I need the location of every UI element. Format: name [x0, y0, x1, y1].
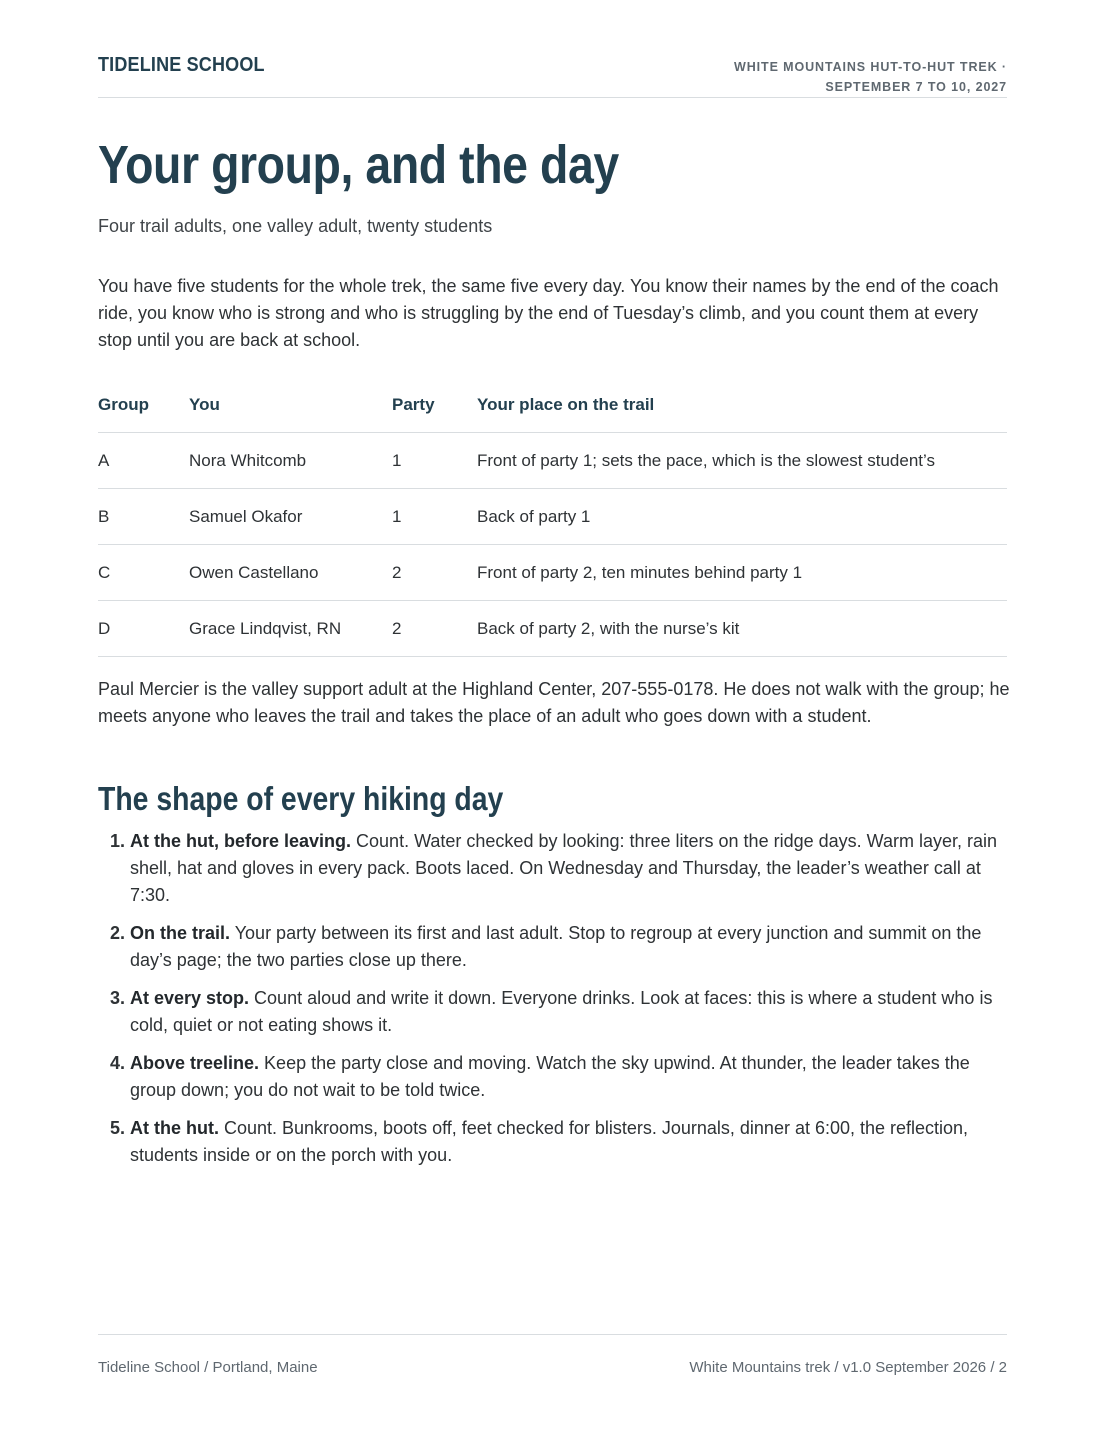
- step-lead: At the hut, before leaving.: [130, 831, 352, 851]
- section-title: The shape of every hiking day: [98, 780, 504, 817]
- group-table: [98, 378, 1007, 657]
- column-header-you: You: [189, 378, 392, 433]
- page-header: [98, 50, 1007, 98]
- document-page: [98, 0, 1010, 1430]
- intro-paragraph: You have five students for the whole trek, the same five every day. You know their names by the end of the coach ride, you know who is strong and who is struggling by the end of Tuesday’s climb, and you count them at every stop until you are back at school.: [98, 276, 999, 350]
- list-item: [98, 920, 1003, 974]
- step-text: Count aloud and write it down. Everyone drinks. Look at faces: this is where a student who is cold, quiet or not eating shows it.: [130, 988, 993, 1035]
- cell-place: Back of party 1: [477, 489, 1007, 545]
- list-item: [98, 1115, 1003, 1169]
- trip-dates: SEPTEMBER 7 TO 10, 2027: [825, 80, 1007, 94]
- cell-place: Front of party 1; sets the pace, which is the slowest student’s: [477, 433, 1007, 489]
- step-number: 5.: [110, 1118, 126, 1138]
- list-item: [98, 1050, 1003, 1104]
- page-footer: [98, 1334, 1007, 1385]
- trip-heading: [734, 57, 1007, 97]
- table-row: [98, 601, 1007, 657]
- valley-support-note: Paul Mercier is the valley support adult at the Highland Center, 207-555-0178. He does not walk with the group; he meets anyone who leaves the trail and takes the place of an adult who goes down with a student.: [98, 679, 1010, 726]
- step-text: Count. Bunkrooms, boots off, feet checked for blisters. Journals, dinner at 6:00, the reflection, students inside or on the porch with you.: [130, 1118, 969, 1165]
- cell-adult: Owen Castellano: [189, 545, 392, 601]
- cell-party: 2: [392, 601, 477, 657]
- cell-place: Back of party 2, with the nurse’s kit: [477, 601, 1007, 657]
- cell-adult: Nora Whitcomb: [189, 433, 392, 489]
- cell-group: D: [98, 601, 189, 657]
- table-row: [98, 489, 1007, 545]
- column-header-group: Group: [98, 378, 189, 433]
- daily-steps-list: [98, 828, 1003, 1180]
- step-lead: At the hut.: [130, 1118, 219, 1138]
- table-row: [98, 433, 1007, 489]
- step-lead: On the trail.: [130, 923, 231, 943]
- step-number: 2.: [110, 923, 126, 943]
- column-header-party: Party: [392, 378, 477, 433]
- step-number: 4.: [110, 1053, 126, 1073]
- cell-party: 1: [392, 489, 477, 545]
- cell-group: A: [98, 433, 189, 489]
- cell-party: 2: [392, 545, 477, 601]
- page-subtitle: Four trail adults, one valley adult, twenty students: [98, 216, 493, 236]
- footer-version: White Mountains trek / v1.0 September 2026 / 2: [689, 1359, 1007, 1376]
- cell-place: Front of party 2, ten minutes behind party 1: [477, 545, 1007, 601]
- step-number: 1.: [110, 831, 126, 851]
- step-lead: Above treeline.: [130, 1053, 260, 1073]
- step-number: 3.: [110, 988, 126, 1008]
- list-item: [98, 828, 1003, 909]
- cell-group: C: [98, 545, 189, 601]
- cell-group: B: [98, 489, 189, 545]
- cell-adult: Grace Lindqvist, RN: [189, 601, 392, 657]
- step-text: Keep the party close and moving. Watch the sky upwind. At thunder, the leader takes the group down; you do not wait to be told twice.: [130, 1053, 970, 1100]
- cell-party: 1: [392, 433, 477, 489]
- footer-school: Tideline School / Portland, Maine: [98, 1359, 318, 1376]
- trip-name: WHITE MOUNTAINS HUT-TO-HUT TREK ·: [734, 60, 1007, 74]
- step-lead: At every stop.: [130, 988, 250, 1008]
- school-brand: TIDELINE SCHOOL: [98, 54, 265, 76]
- step-text: Count. Water checked by looking: three liters on the ridge days. Warm layer, rain shell, hat and gloves in every pack. Boots laced. On Wednesday and Thursday, the leader’s weather call at 7:30.: [130, 831, 997, 905]
- cell-adult: Samuel Okafor: [189, 489, 392, 545]
- table-header-row: [98, 378, 1007, 433]
- step-text: Your party between its first and last adult. Stop to regroup at every junction and summit on the day’s page; the two parties close up there.: [130, 923, 982, 970]
- list-item: [98, 985, 1003, 1039]
- column-header-place: Your place on the trail: [477, 378, 1007, 433]
- table-row: [98, 545, 1007, 601]
- page-title: Your group, and the day: [98, 135, 619, 195]
